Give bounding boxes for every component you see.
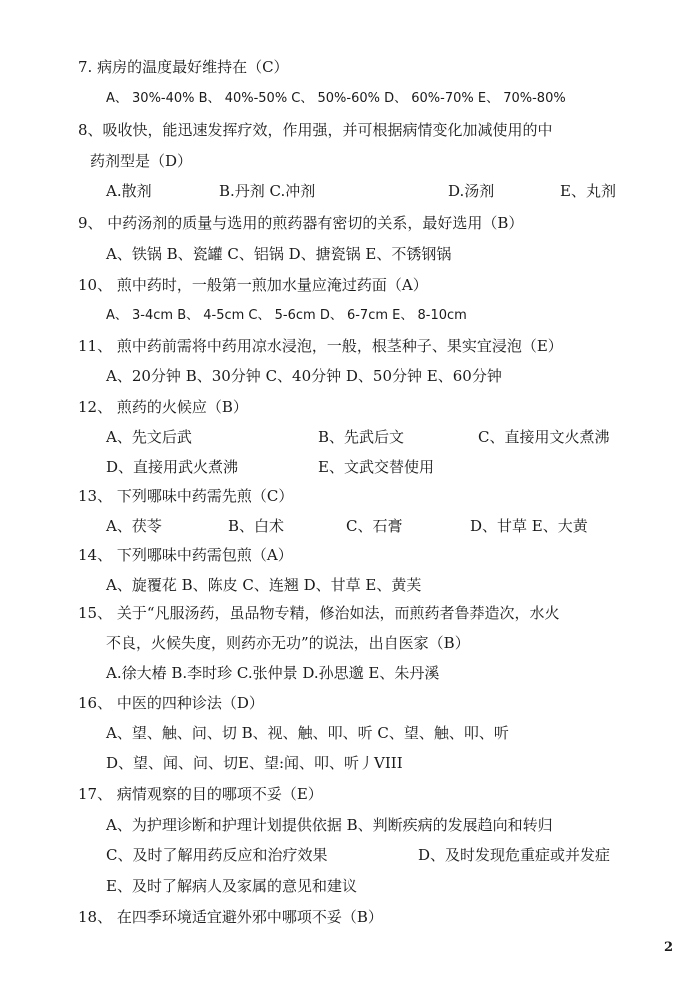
question-7-stem: 7. 病房的温度最好维持在（C） (78, 58, 289, 76)
question-9-options: A、铁锅 B、瓷罐 C、铝锅 D、搪瓷锅 E、不锈钢锅 (106, 245, 452, 263)
question-14-stem: 14、 下列哪味中药需包煎（A） (78, 546, 293, 564)
question-12-option-e: E、文武交替使用 (318, 458, 434, 476)
question-16-options-line-1: A、望、触、问、切 B、视、触、叩、听 C、望、触、叩、听 (106, 724, 509, 742)
question-12-stem: 12、 煎药的火候应（B） (78, 398, 248, 416)
question-10-stem: 10、 煎中药时，一般第一煎加水量应淹过药面（A） (78, 276, 428, 294)
question-15-options: A.徐大椿 B.李时珍 C.张仲景 D.孙思邈 E、朱丹溪 (106, 664, 440, 682)
question-16-options-line-2: D、望、闻、问、切E、望:闻、叩、听丿VIII (106, 754, 403, 772)
question-15-stem-continued: 不良，火候失度，则药亦无功”的说法，出自医家（B） (106, 634, 470, 652)
question-12-option-a: A、先文后武 (106, 428, 192, 446)
question-8-option-e: E、丸剂 (560, 182, 616, 200)
page-number: 2 (664, 940, 674, 955)
question-8-option-a: A.散剂 (106, 182, 152, 200)
question-13-option-c: C、石膏 (346, 517, 403, 535)
question-11-options: A、20分钟 B、30分钟 C、40分钟 D、50分钟 E、60分钟 (106, 367, 502, 385)
question-8-option-d: D.汤剂 (448, 182, 495, 200)
question-7-options: A、 30%-40% B、 40%-50% C、 50%-60% D、 60%-70% E、 70%-80% (106, 91, 566, 106)
question-12-option-b: B、先武后文 (318, 428, 405, 446)
question-17-stem: 17、 病情观察的目的哪项不妥（E） (78, 785, 323, 803)
question-14-options: A、旋覆花 B、陈皮 C、连翘 D、甘草 E、黄芙 (106, 576, 422, 594)
question-12-option-d: D、直接用武火煮沸 (106, 458, 239, 476)
question-10-options: A、 3-4cm B、 4-5cm C、 5-6cm D、 6-7cm E、 8-10cm (106, 308, 467, 323)
question-16-stem: 16、 中医的四种诊法（D） (78, 694, 264, 712)
question-17-option-c: C、及时了解用药反应和治疗效果 (106, 846, 328, 864)
question-13-option-d-e: D、甘草 E、大黄 (470, 517, 588, 535)
question-18-stem: 18、 在四季环境适宜避外邪中哪项不妥（B） (78, 908, 383, 926)
question-13-stem: 13、 下列哪味中药需先煎（C） (78, 487, 294, 505)
question-8-stem: 8、吸收快，能迅速发挥疗效，作用强，并可根据病情变化加减使用的中 (78, 121, 553, 139)
question-12-option-c: C、直接用文火煮沸 (478, 428, 610, 446)
question-13-option-b: B、白术 (228, 517, 285, 535)
question-11-stem: 11、 煎中药前需将中药用凉水浸泡，一般，根茎种子、果实宜浸泡（E） (78, 337, 563, 355)
question-17-options-line-1: A、为护理诊断和护理计划提供依据 B、判断疾病的发展趋向和转归 (106, 816, 553, 834)
question-9-stem: 9、 中药汤剂的质量与选用的煎药器有密切的关系，最好选用（B） (78, 214, 524, 232)
question-8-stem-continued: 药剂型是（D） (90, 152, 193, 170)
question-8-option-b-c: B.丹剂 C.冲剂 (219, 182, 316, 200)
question-17-option-e: E、及时了解病人及家属的意见和建议 (106, 877, 357, 895)
question-13-option-a: A、茯苓 (106, 517, 162, 535)
question-17-option-d: D、及时发现危重症或并发症 (418, 846, 611, 864)
question-15-stem: 15、 关于“凡服汤药，虽品物专精，修治如法，而煎药者鲁莽造次，水火 (78, 604, 560, 622)
